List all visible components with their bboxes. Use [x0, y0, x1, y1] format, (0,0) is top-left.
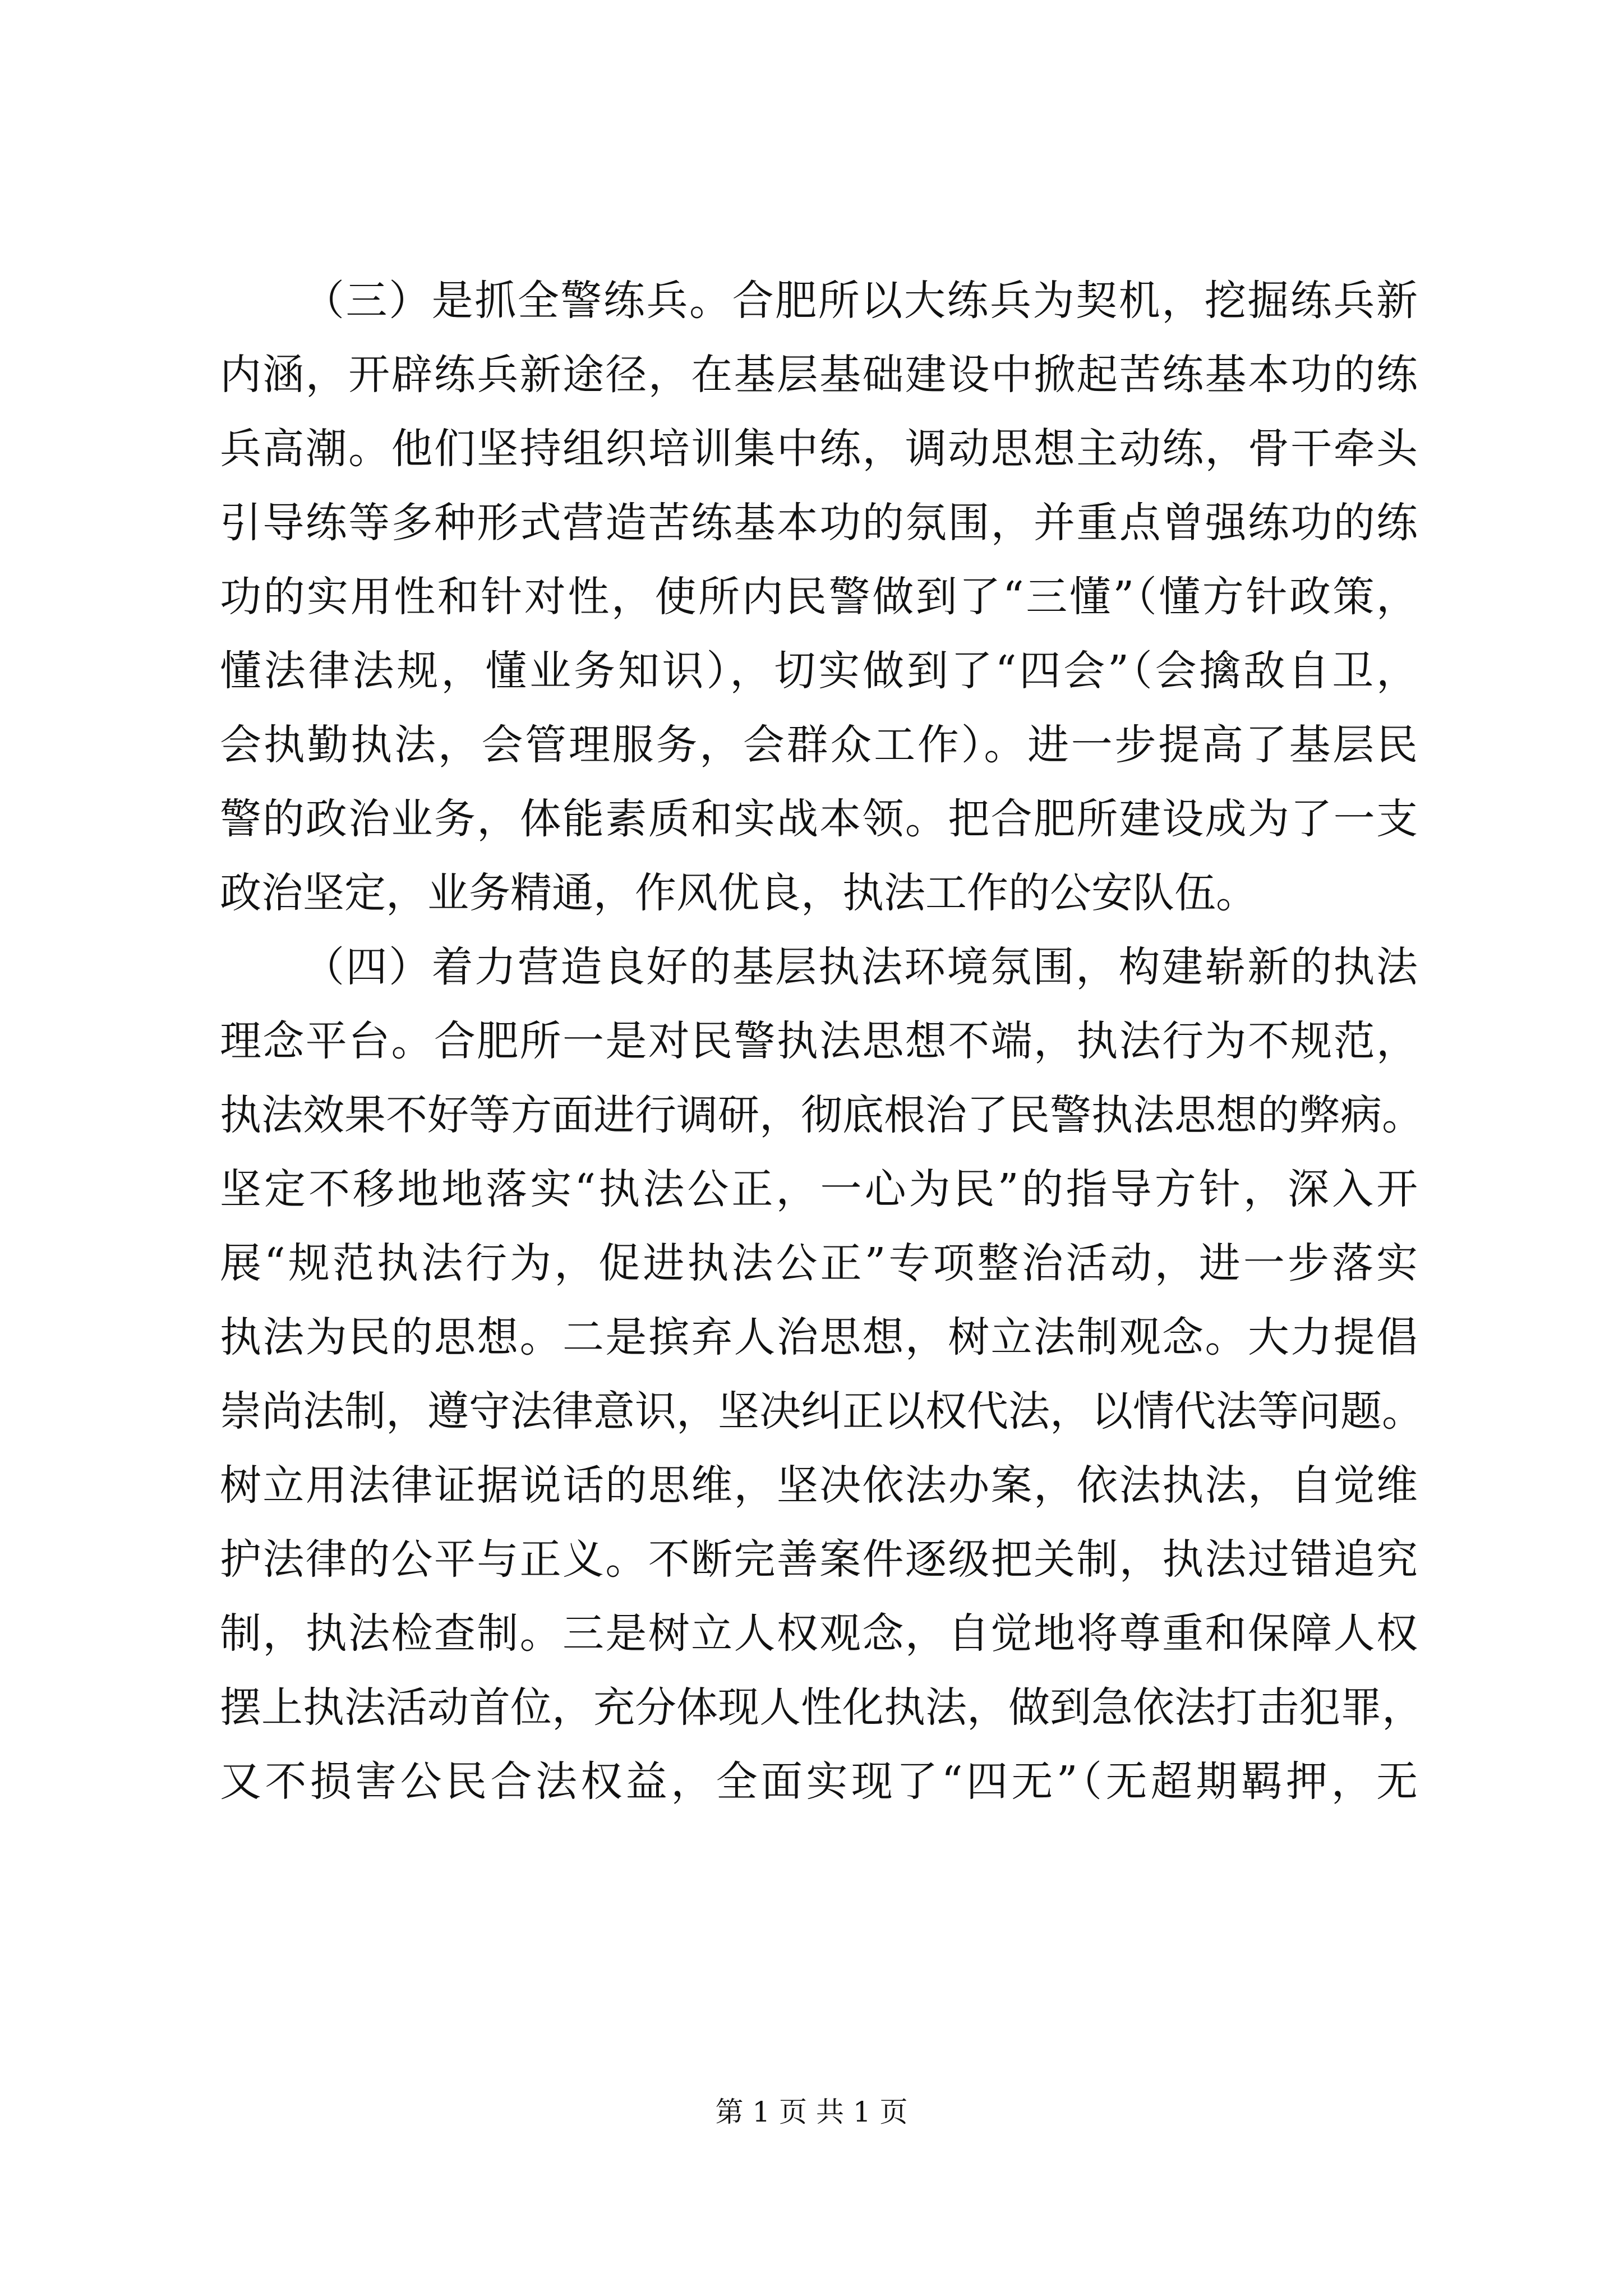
text-line: 政治坚定，业务精通，作风优良，执法工作的公安队伍。	[220, 869, 1257, 917]
text-line: 执法为民的思想。二是摈弃人治思想，树立法制观念。大力提倡	[220, 1313, 1418, 1361]
text-line: 制，执法检查制。三是树立人权观念，自觉地将尊重和保障人权	[220, 1609, 1418, 1658]
text-line: 树立用法律证据说话的思维，坚决依法办案，依法执法，自觉维	[220, 1461, 1418, 1510]
text-line: （四）着力营造良好的基层执法环境氛围，构建崭新的执法	[303, 943, 1418, 991]
text-line: 兵高潮。他们坚持组织培训集中练，调动思想主动练，骨干牵头	[220, 425, 1418, 473]
text-line: 展“规范执法行为，促进执法公正”专项整治活动，进一步落实	[220, 1239, 1418, 1287]
text-line: 又不损害公民合法权益，全面实现了“四无”（无超期羁押，无	[220, 1757, 1418, 1806]
page-footer	[0, 2092, 1623, 2132]
text-line: 懂法律法规，懂业务知识），切实做到了“四会”（会擒敌自卫，	[220, 647, 1418, 695]
document-body	[220, 264, 1423, 1819]
text-line: 坚定不移地地落实“执法公正，一心为民”的指导方针，深入开	[220, 1165, 1418, 1213]
text-line: 摆上执法活动首位，充分体现人性化执法，做到急依法打击犯罪，	[220, 1683, 1423, 1732]
text-line: 警的政治业务，体能素质和实战本领。把合肥所建设成为了一支	[220, 795, 1418, 843]
text-line: 护法律的公平与正义。不断完善案件逐级把关制，执法过错追究	[220, 1535, 1418, 1584]
text-line: 功的实用性和针对性，使所内民警做到了“三懂”（懂方针政策，	[220, 573, 1418, 621]
text-line: 内涵，开辟练兵新途径，在基层基础建设中掀起苦练基本功的练	[220, 351, 1418, 399]
text-line: 崇尚法制，遵守法律意识，坚决纠正以权代法，以情代法等问题。	[220, 1387, 1423, 1435]
text-line: 引导练等多种形式营造苦练基本功的氛围，并重点曾强练功的练	[220, 499, 1418, 547]
text-line: 理念平台。合肥所一是对民警执法思想不端，执法行为不规范，	[220, 1017, 1418, 1065]
text-line: （三）是抓全警练兵。合肥所以大练兵为契机，挖掘练兵新	[303, 277, 1418, 325]
paragraph-three	[220, 264, 1418, 930]
text-line: 执法效果不好等方面进行调研，彻底根治了民警执法思想的弊病。	[220, 1091, 1423, 1139]
page-number: 第 1 页 共 1 页	[715, 2096, 908, 2128]
text-line: 会执勤执法，会管理服务，会群众工作）。进一步提高了基层民	[220, 721, 1418, 769]
paragraph-four	[220, 930, 1423, 1819]
